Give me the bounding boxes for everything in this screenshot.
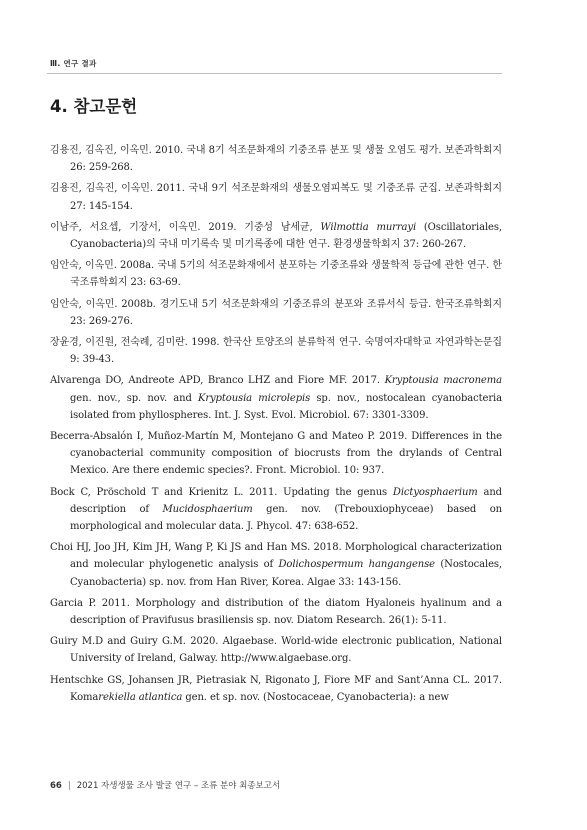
section-title: 4. 참고문헌 (50, 97, 138, 116)
header-divider (47, 73, 502, 74)
reference-entry (50, 633, 502, 667)
taxon-name: Wilmottia murrayi (320, 221, 417, 233)
reference-text: 이남주, 서요셉, 기장서, 이옥민. 2019. 기중성 남세균, (50, 221, 321, 233)
taxon-name: Kryptousia microlepis (197, 392, 311, 404)
reference-entry (50, 372, 502, 424)
reference-entry (50, 484, 502, 536)
reference-entry (50, 334, 502, 368)
reference-entry (50, 257, 502, 291)
reference-text: Hentschke GS, Johansen JR, Pietrasiak N, Rigonato J, Fiore MF and Sant’Anna CL. 2017. Koma (50, 674, 502, 703)
reference-text: 김용진, 김옥진, 이옥민. 2011. 국내 9기 석조문화재의 생물오염피복도 및 기중조류 군집. 보존과학회지 27: 145-154. (50, 183, 502, 212)
reference-entry (50, 142, 502, 176)
reference-entry (50, 595, 502, 629)
taxon-name: Dictyosphaerium (392, 486, 478, 498)
reference-text: 김용진, 김옥진, 이옥민. 2010. 국내 8기 석조문화재의 기중조류 분포 및 생물 오염도 평가. 보존과학회지 26: 259-268. (50, 145, 502, 174)
reference-text: gen. nov., sp. nov. and (70, 392, 198, 404)
reference-text: (Oscillatoriales, Cyanobacteria)의 국내 미기록속 및 미기록종에 대한 연구. 환경생물학회지 37: 260-267. (70, 221, 502, 251)
running-header: Ⅲ. 연구 결과 (50, 59, 97, 68)
reference-text: Becerra-Absalón I, Muñoz-Martín M, Montejano G and Mateo P. 2019. Differences in the cyanobacterial community composition of biocrusts from the drylands of Central Mexico. Are there endemic species?. Front. Microbiol. 10: 937. (50, 431, 502, 477)
taxon-name: Mucidosphaerium (162, 503, 253, 515)
reference-text: Bock C, Pröschold T and Krienitz L. 2011. Updating the genus (50, 486, 393, 498)
reference-text: Alvarenga DO, Andreote APD, Branco LHZ and Fiore MF. 2017. (50, 375, 385, 387)
page-number: 66 (50, 781, 62, 791)
reference-text: 장윤경, 이진원, 전숙례, 김미란. 1998. 한국산 토양조의 분류학적 연구. 숙명여자대학교 자연과학논문집 9: 39-43. (50, 337, 502, 366)
reference-text: Garcia P. 2011. Morphology and distribution of the diatom Hyaloneis hyalinum and a description of Pravifusus brasiliensis sp. nov. Diatom Research. 26(1): 5-11. (50, 597, 502, 627)
reference-text: sp. nov., nostocalean cyanobacteria isolated from phyllospheres. Int. J. Syst. Evol. Microbiol. 67: 3301-3309. (70, 392, 502, 421)
reference-text: gen. nov. (Trebouxiophyceae) based on morphological and molecular data. J. Phycol. 47: 638-652. (70, 503, 502, 533)
reference-text: Guiry M.D and Guiry G.M. 2020. Algaebase. World-wide electronic publication, National University of Ireland, Galway. http://www.algaebase.org. (50, 636, 502, 665)
reference-entry (50, 296, 502, 330)
reference-entry (50, 539, 502, 591)
reference-text: 임안숙, 이옥민. 2008a. 국내 5기의 석조문화재에서 분포하는 기중조류와 생물학적 등급에 관한 연구. 한국조류학회지 23: 63-69. (50, 260, 502, 289)
reference-text: Choi HJ, Joo JH, Kim JH, Wang P, Ki JS and Han MS. 2018. Morphological characterization and molecular phylogenetic analysis of (50, 542, 502, 571)
reference-text: 임안숙, 이옥민. 2008b. 경기도내 5기 석조문화재의 기중조류의 분포와 조류서식 등급. 한국조류학회지 23: 269-276. (50, 298, 502, 327)
reference-entry (50, 219, 502, 253)
reference-text: (Nostocales, Cyanobacteria) sp. nov. from Han River, Korea. Algae 33: 143-156. (70, 559, 503, 588)
footer-separator: | (67, 781, 71, 791)
reference-text: and description of (70, 486, 502, 515)
taxon-name: Dolichospermum hangangense (278, 559, 435, 571)
reference-entry (50, 180, 502, 214)
taxon-name: rekiella atlantica (98, 691, 183, 703)
reference-list (50, 142, 502, 710)
reference-entry (50, 672, 502, 706)
reference-text: gen. et sp. nov. (Nostocaceae, Cyanobacteria): a new (182, 691, 449, 703)
reference-entry (50, 428, 502, 480)
report-title: 2021 자생생물 조사 발굴 연구 – 조류 분야 최종보고서 (76, 781, 281, 791)
page-footer (50, 779, 280, 791)
taxon-name: Kryptousia macronema (384, 375, 502, 387)
